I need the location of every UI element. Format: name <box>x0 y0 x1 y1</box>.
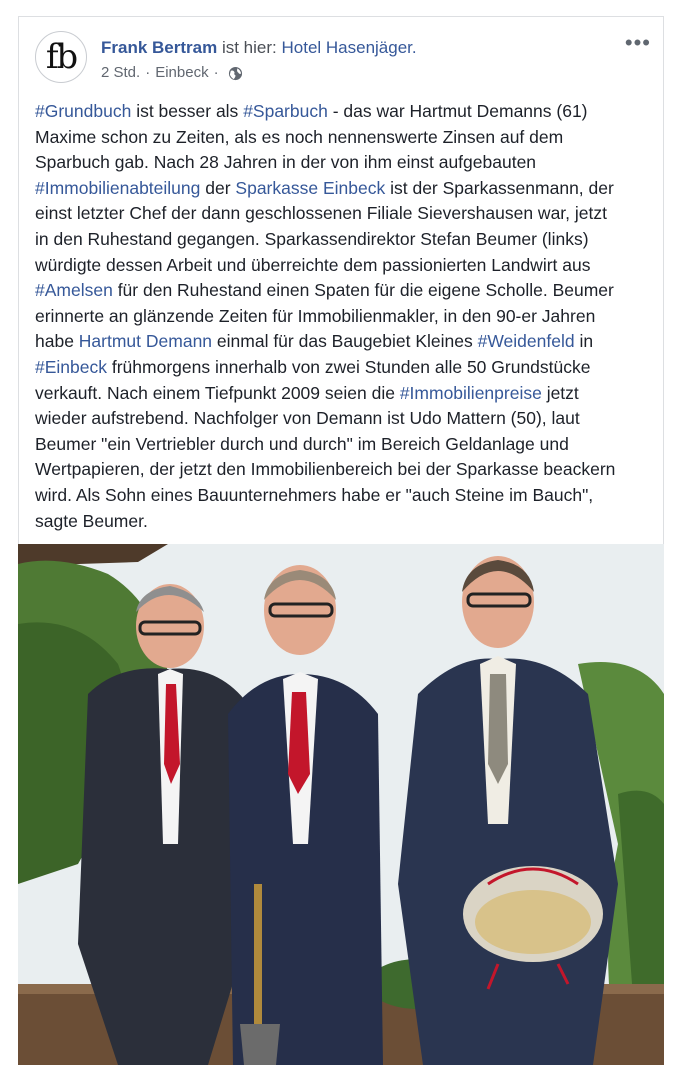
location-link[interactable]: Hotel Hasenjäger. <box>281 38 417 57</box>
avatar[interactable]: fb <box>35 31 87 83</box>
post-text-segment: würdigte dessen Arbeit und überreichte dem passionierten Landwirt aus <box>35 254 591 275</box>
post-text-segment: Beumer "ein Vertriebler durch und durch" im Bereich Geldanlage und <box>35 433 569 454</box>
more-options-button[interactable]: ••• <box>624 30 651 55</box>
post-text-segment: Maxime schon zu Zeiten, als es noch nennenswerte Zinsen auf dem <box>35 126 564 147</box>
post-text-segment: Wertpapieren, der jetzt den Immobilienbereich bei der Sparkasse beackern <box>35 459 616 480</box>
post-text-segment: in den Ruhestand gegangen. Sparkassendirektor Stefan Beumer (links) <box>35 228 589 249</box>
post-text-line <box>35 99 655 125</box>
post-text-segment: ist der Sparkassenmann, der <box>385 177 614 198</box>
post-meta <box>101 63 243 83</box>
post-text-segment: habe <box>35 331 79 352</box>
post-text-line <box>35 381 655 407</box>
hashtag-link[interactable]: #Einbeck <box>35 356 107 377</box>
post-photo[interactable] <box>18 544 664 1065</box>
post-text-segment: ist besser als <box>131 101 244 121</box>
post-text-segment: wird. Als Sohn eines Bauunternehmers habe er "auch Steine im Bauch", <box>35 484 594 505</box>
globe-icon[interactable] <box>228 66 243 81</box>
hashtag-link[interactable]: #Weidenfeld <box>477 331 575 352</box>
post-text-segment: frühmorgens innerhalb von zwei Stunden alle 50 Grundstücke <box>107 356 591 377</box>
post-text-segment: einmal für das Baugebiet Kleines <box>212 331 478 352</box>
page-link[interactable]: Hartmut Demann <box>78 331 213 352</box>
post-text-segment: - das war Hartmut Demanns (61) <box>327 101 588 121</box>
post-text-line <box>35 329 655 355</box>
post-text-line <box>35 176 655 202</box>
hashtag-link[interactable]: #Grundbuch <box>35 101 132 121</box>
post-text-segment: für den Ruhestand einen Spaten für die eigene Scholle. Beumer <box>112 280 614 301</box>
post-text-line <box>35 125 655 151</box>
meta-separator: · <box>145 64 151 81</box>
post-text-segment: einst letzter Chef der dann geschlossenen Filiale Sievershausen war, jetzt <box>35 203 607 224</box>
post-text-line <box>35 483 655 509</box>
hashtag-link[interactable]: #Immobilienpreise <box>399 382 542 403</box>
checkin-verb: ist hier: <box>221 38 277 57</box>
post-text-line <box>35 253 655 279</box>
post-timestamp[interactable]: 2 Std. <box>101 64 141 81</box>
post-text <box>35 99 655 534</box>
post-card <box>18 16 664 544</box>
post-text-segment: in <box>574 331 594 352</box>
post-text-line <box>35 150 655 176</box>
post-text-segment: Sparbuch gab. Nach 28 Jahren in der von ihm einst aufgebauten <box>35 152 537 173</box>
post-text-line <box>35 304 655 330</box>
post-text-line <box>35 278 655 304</box>
post-header <box>101 37 417 59</box>
post-text-line <box>35 509 655 535</box>
hashtag-link[interactable]: #Immobilienabteilung <box>35 177 201 198</box>
post-text-segment: erinnerte an glänzende Zeiten für Immobilienmakler, in den 90-er Jahren <box>35 305 596 326</box>
page-link[interactable]: Sparkasse Einbeck <box>235 177 386 198</box>
post-text-segment: wieder aufstrebend. Nachfolger von Demann ist Udo Mattern (50), laut <box>35 408 580 429</box>
author-name-link[interactable]: Frank Bertram <box>101 38 218 57</box>
post-text-segment: der <box>200 177 236 198</box>
post-text-segment: jetzt <box>541 382 579 403</box>
post-text-segment: sagte Beumer. <box>35 510 148 531</box>
hashtag-link[interactable]: #Amelsen <box>35 280 113 301</box>
hashtag-link[interactable]: #Sparbuch <box>243 101 328 121</box>
meta-separator: · <box>213 64 219 81</box>
post-text-line <box>35 406 655 432</box>
post-text-line <box>35 227 655 253</box>
post-text-line <box>35 457 655 483</box>
post-text-line <box>35 432 655 458</box>
post-text-line <box>35 201 655 227</box>
photo-illustration <box>18 544 664 1065</box>
post-place[interactable]: Einbeck <box>155 64 209 81</box>
post-text-line <box>35 355 655 381</box>
post-text-segment: verkauft. Nach einem Tiefpunkt 2009 seien die <box>35 382 400 403</box>
